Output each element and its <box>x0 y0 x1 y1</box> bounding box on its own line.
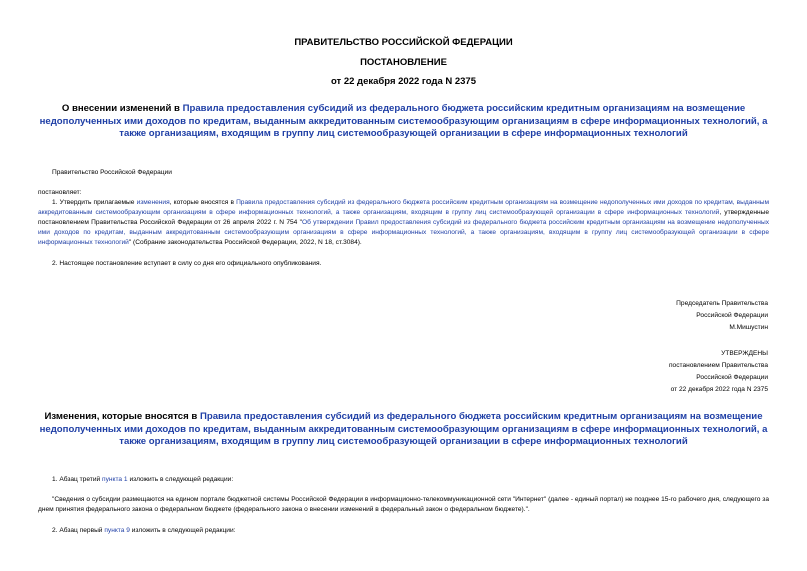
item2-text-b: изложить в следующей редакции: <box>129 527 236 534</box>
change-item-2 <box>52 526 235 536</box>
signature-country: Российской Федерации <box>696 312 768 319</box>
p1-text-d: " (Собрание законодательства Российской Федерации, 2022, N 18, ст.3084). <box>128 239 362 246</box>
p1-text-c: , утвержденные постановлением Правительства Российской Федерации от 26 апреля 2022 г. N 754 " <box>38 209 770 226</box>
item1-text-b: изложить в следующей редакции: <box>127 476 234 483</box>
changes-title-prefix: Изменения, которые вносятся в <box>44 411 200 422</box>
document-type-heading: ПОСТАНОВЛЕНИЕ <box>360 57 447 68</box>
approval-word: УТВЕРЖДЕНЫ <box>721 350 768 357</box>
approval-date: от 22 декабря 2022 года N 2375 <box>670 386 768 393</box>
item1-text-a: 1. Абзац третий <box>52 476 103 483</box>
point-1-link[interactable]: пункта 1 <box>102 476 128 483</box>
government-heading: ПРАВИТЕЛЬСТВО РОССИЙСКОЙ ФЕДЕРАЦИИ <box>294 37 513 48</box>
approval-block <box>669 348 768 396</box>
government-line: Правительство Российской Федерации <box>52 169 172 176</box>
paragraph-2: 2. Настоящее постановление вступает в силу со дня его официального опубликования. <box>52 260 322 267</box>
signature-name: М.Мишустин <box>729 324 768 331</box>
rules-link[interactable]: Правила предоставления субсидий из федерального бюджета российским кредитным организациям на возмещение недополученных ими доходов по кредитам, выданным аккредитованным системообразующим организациям в сфере информационных технологий, а также организациям, входящим в группу лиц системообразующей организации в сфере информационных технологий <box>38 199 769 216</box>
approval-country: Российской Федерации <box>696 374 768 381</box>
signature-block <box>676 298 768 334</box>
document-title <box>28 103 779 141</box>
change-item-1 <box>52 475 233 485</box>
changes-link[interactable]: изменения <box>136 199 170 206</box>
rules-title-link[interactable]: Правила предоставления субсидий из федерального бюджета российским кредитным организациям на возмещение недополученных ими доходов по кредитам, выданным аккредитованным системообразующим организациям в сфере информационных технологий, а также организациям, входящим в группу лиц системообразующей организации в сфере информационных технологий <box>39 103 768 139</box>
signature-title: Председатель Правительства <box>676 300 768 307</box>
resolves-line: постановляет: <box>38 189 82 196</box>
document-date-number: от 22 декабря 2022 года N 2375 <box>330 76 476 87</box>
changes-title <box>28 411 779 449</box>
changes-rules-link[interactable]: Правила предоставления субсидий из федерального бюджета российским кредитным организациям на возмещение недополученных ими доходов по кредитам, выданным аккредитованным системообразующим организациям в сфере информационных технологий, а также организациям, входящим в группу лиц системообразующей организации в сфере информационных технологий <box>39 411 768 447</box>
approval-by: постановлением Правительства <box>668 362 768 369</box>
title-prefix: О внесении изменений в <box>61 103 183 114</box>
change-quote-1: "Сведения о субсидии размещаются на едином портале бюджетной системы Российской Федерации в информационно-телекоммуникационной сети "Интернет" (далее - единый портал) не позднее 15-го рабочего дня, следующего за днем принятия федерального закона о федеральном бюджете (федерального закона о внесении изменений в федеральный закон о федеральном бюджете).". <box>38 496 769 513</box>
p1-text-b: , которые вносятся в <box>169 199 237 206</box>
item2-text-a: 2. Абзац первый <box>52 527 105 534</box>
point-9-link[interactable]: пункта 9 <box>104 527 130 534</box>
resolution-754-link[interactable]: Об утверждении Правил предоставления субсидий из федерального бюджета российским кредитным организациям на возмещение недополученных ими доходов по кредитам, выданным аккредитованным системообразующим организациям в сфере информационных технологий, а также организациям, входящим в группу лиц системообразующей организации в сфере информационных технологий <box>38 219 769 246</box>
p1-text-a: 1. Утвердить прилагаемые <box>52 199 137 206</box>
paragraph-1 <box>38 198 769 248</box>
